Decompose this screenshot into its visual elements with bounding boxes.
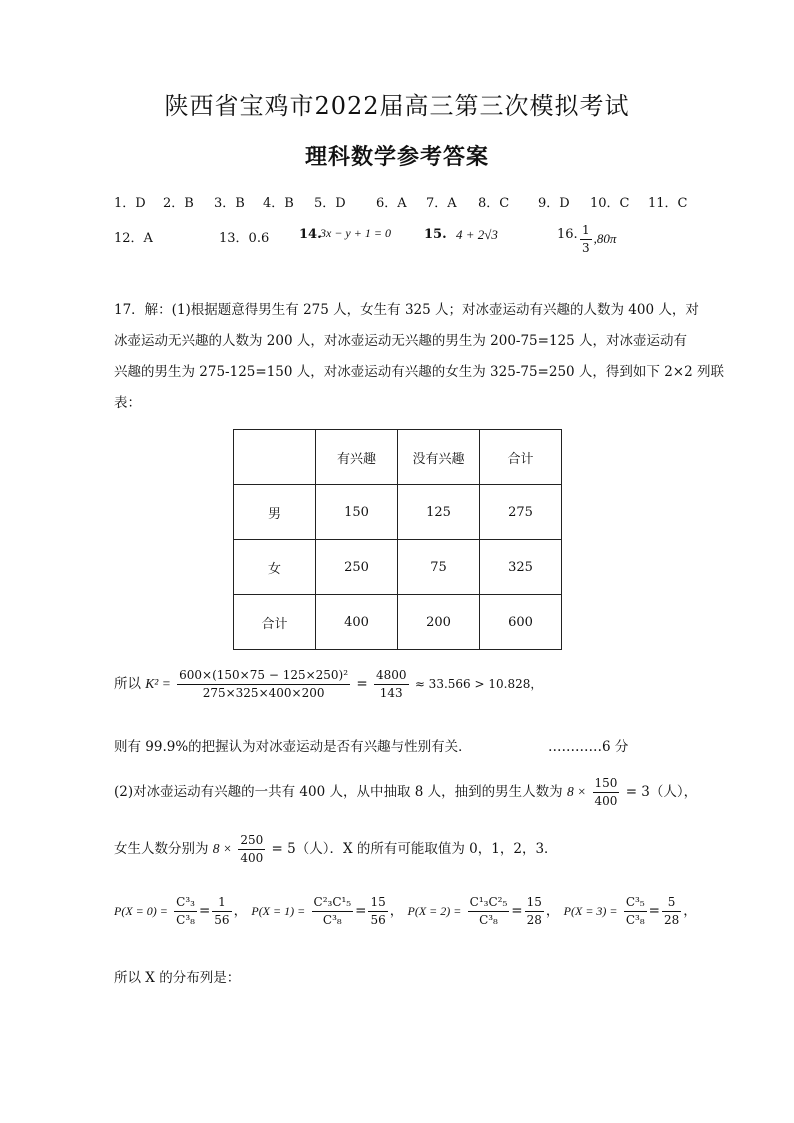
answer-16-rest: ,80π	[593, 231, 617, 246]
page-subtitle: 理科数学参考答案	[304, 144, 489, 170]
probability-3-sep: ，	[683, 903, 697, 919]
probability-0-value-den: 56	[214, 913, 230, 927]
answer-4: 4．B	[263, 196, 294, 211]
probability-2-sep: ，	[545, 903, 560, 919]
part2-line-1-pre: 8 ×	[566, 784, 587, 799]
answer-16-den: 3	[582, 241, 590, 255]
part2-line-1-num: 150	[593, 775, 620, 793]
probability-1-lhs: P(X = 1) =	[251, 904, 306, 918]
answer-16-label: 16.	[557, 227, 578, 242]
k2-lhs: K² =	[145, 676, 171, 691]
probability-0-value-num: 1	[212, 894, 231, 912]
q17-line-2: 冰壶运动无兴趣的人数为 200 人，对冰壶运动无兴趣的男生为 200-75=125 人，对冰壶运动有	[114, 333, 688, 349]
probability-1: P(X = 1) = $\frac{\text{C²₃C¹₅}}{\text{C³₈}}$ = $\frac{15}{56}$ ，	[251, 895, 404, 927]
probability-3-lhs: P(X = 3) =	[563, 904, 618, 918]
q17-line-3: 兴趣的男生为 275-125=150 人，对冰壶运动有兴趣的女生为 325-75=250 人，得到如下 2×2 列联	[114, 364, 724, 380]
score-marker: …………6 分	[548, 739, 629, 755]
table-cell: 女	[234, 540, 316, 595]
answer-12: 12．A	[114, 231, 153, 246]
probability-0-combination-num: C³₃	[174, 894, 197, 912]
answer-14-label: 14.	[299, 227, 322, 242]
part2-line-1-post: = 3（人），	[625, 784, 698, 800]
part2-line-1-den: 400	[594, 794, 618, 808]
table-cell: 400	[316, 595, 398, 650]
probability-0-lhs: P(X = 0) =	[114, 904, 168, 918]
table-cell: 男	[234, 485, 316, 540]
probability-1-value-num: 15	[368, 894, 387, 912]
part2-line-2-num: 250	[238, 832, 265, 850]
table-header-cell: 有兴趣	[316, 430, 398, 485]
answer-11: 11．C	[648, 196, 688, 211]
table-cell: 275	[480, 485, 562, 540]
probability-0: P(X = 0) = $\frac{\text{C³₃}}{\text{C³₈}}$ = $\frac{1}{56}$ ，	[114, 895, 248, 927]
part2-line-2-pre: 8 ×	[212, 841, 233, 856]
answer-9: 9．D	[538, 196, 570, 211]
table-cell: 600	[480, 595, 562, 650]
answer-3: 3．B	[214, 196, 245, 211]
probability-3-combination-den: C³₈	[625, 913, 645, 927]
answer-10: 10．C	[590, 196, 630, 211]
answer-7: 7．A	[426, 196, 457, 211]
probability-2-lhs: P(X = 2) =	[407, 904, 462, 918]
answer-15-label: 15.	[424, 227, 447, 242]
conclusion-text: 则有 99.9%的把握认为对冰壶运动是否有兴趣与性别有关．	[114, 739, 472, 755]
k2-prefix: 所以	[114, 676, 141, 692]
probability-2-value-den: 28	[526, 913, 542, 927]
answer-6: 6．A	[376, 196, 407, 211]
probability-1-value-den: 56	[370, 913, 386, 927]
table-header-row	[234, 430, 562, 485]
table-header-cell: 没有兴趣	[398, 430, 480, 485]
distribution-line: 所以 X 的分布列是：	[114, 970, 241, 986]
table-cell: 325	[480, 540, 562, 595]
k2-tail: ≈ 33.566 > 10.828，	[414, 677, 543, 691]
probability-1-sep: ，	[389, 903, 404, 919]
answer-14-expr: 3x − y + 1 = 0	[320, 226, 391, 240]
answer-8: 8．C	[478, 196, 510, 211]
table-cell: 125	[398, 485, 480, 540]
answer-15-expr: 4 + 2√3	[456, 227, 498, 242]
part2-line-2-text: 女生人数分别为	[114, 841, 209, 857]
probability-3: P(X = 3) = $\frac{\text{C³₅}}{\text{C³₈}}$ = $\frac{5}{28}$ ，	[563, 895, 697, 927]
probability-0-sep: ，	[233, 903, 248, 919]
page-title: 陕西省宝鸡市2022届高三第三次模拟考试	[164, 92, 630, 120]
probability-3-value-den: 28	[663, 913, 680, 927]
part2-line-2-den: 400	[240, 851, 264, 865]
k2-numerator: 600×(150×75 − 125×250)²	[177, 667, 350, 685]
contingency-table	[233, 429, 562, 650]
answer-5: 5．D	[314, 196, 346, 211]
table-header-cell	[234, 430, 316, 485]
probability-2-value-num: 15	[525, 894, 544, 912]
k2-equals: =	[356, 676, 368, 692]
answer-13: 13．0.6	[219, 231, 270, 246]
probability-3-value-num: 5	[662, 894, 681, 912]
k2-denominator-2: 143	[379, 686, 403, 700]
probability-0-combination-den: C³₈	[176, 913, 195, 927]
part2-line-2	[114, 832, 558, 867]
k2-denominator: 275×325×400×200	[202, 686, 325, 700]
probability-1-combination-num: C²₃C¹₅	[312, 894, 354, 912]
probability-1-combination-den: C³₈	[322, 913, 342, 927]
part2-line-2-post: = 5（人）．X 的所有可能取值为 0，1，2，3．	[271, 841, 558, 857]
part2-line-1-text: (2)对冰壶运动有兴趣的一共有 400 人，从中抽取 8 人，抽到的男生人数为	[114, 784, 563, 800]
table-cell: 250	[316, 540, 398, 595]
table-cell: 合计	[234, 595, 316, 650]
q17-line-4: 表：	[114, 395, 141, 411]
q17-line-1: 17．解：(1)根据题意得男生有 275 人，女生有 325 人；对冰壶运动有兴趣的人数为 400 人，对	[114, 302, 699, 318]
table-cell: 75	[398, 540, 480, 595]
answer-1: 1．D	[114, 196, 146, 211]
answer-16-num: 1	[580, 222, 592, 240]
table-row	[234, 485, 562, 540]
answer-16-expr	[578, 222, 616, 257]
k2-formula	[114, 667, 542, 702]
part2-line-1	[114, 775, 697, 810]
table-row	[234, 540, 562, 595]
probability-2-combination-num: C¹₃C²₅	[468, 894, 510, 912]
table-cell: 150	[316, 485, 398, 540]
probability-3-combination-num: C³₅	[624, 894, 647, 912]
probability-line	[114, 894, 697, 929]
probability-2-combination-den: C³₈	[479, 913, 498, 927]
k2-numerator-2: 4800	[374, 667, 409, 685]
table-row	[234, 595, 562, 650]
probability-2: P(X = 2) = $\frac{\text{C¹₃C²₅}}{\text{C³₈}}$ = $\frac{15}{28}$ ，	[407, 895, 560, 927]
table-cell: 200	[398, 595, 480, 650]
table-header-cell: 合计	[480, 430, 562, 485]
answer-2: 2．B	[163, 196, 194, 211]
